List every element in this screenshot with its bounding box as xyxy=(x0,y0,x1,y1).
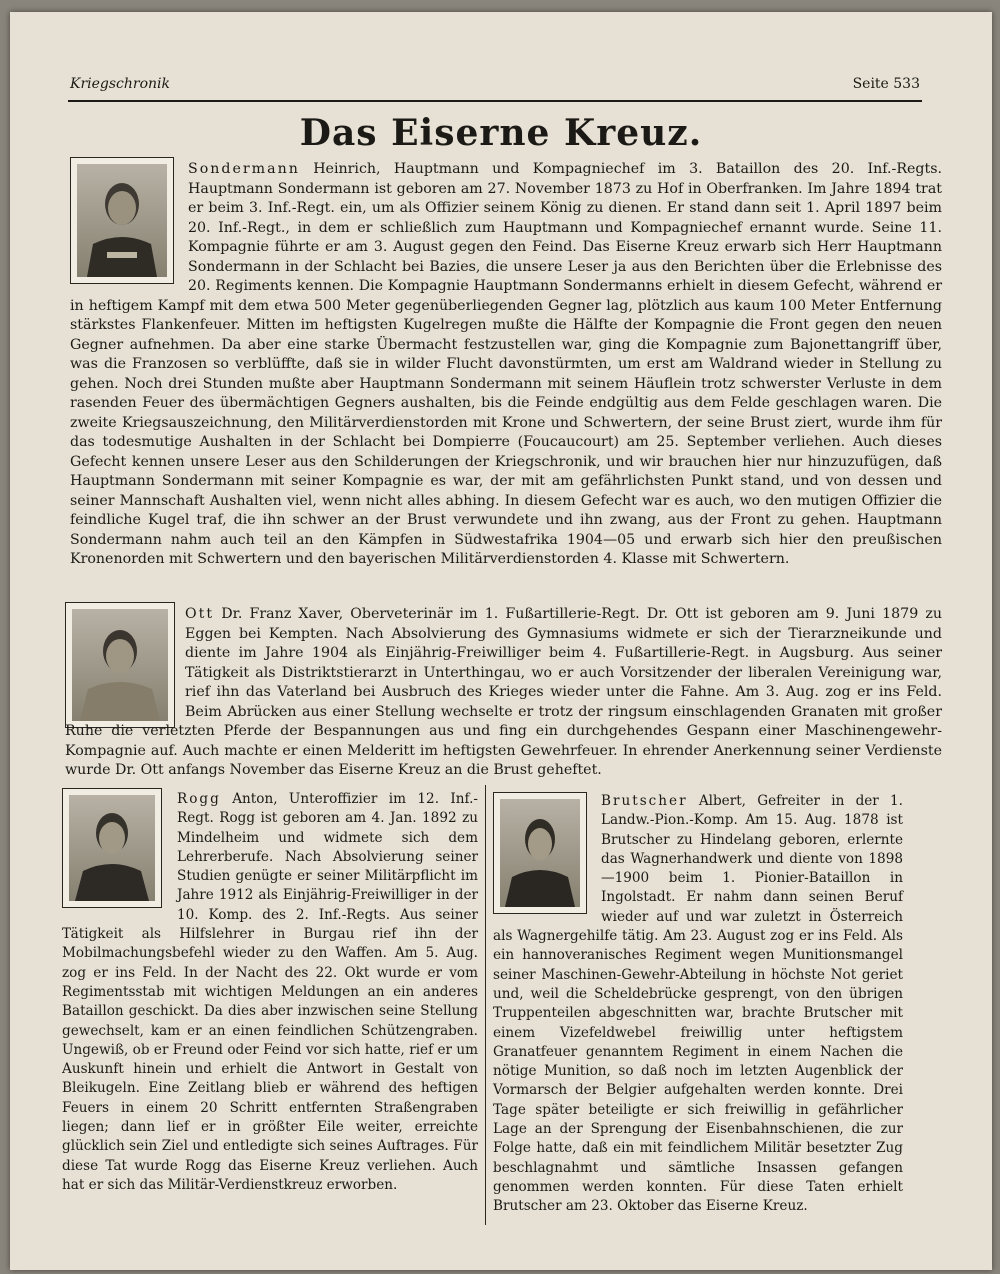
entry-name: Sondermann xyxy=(188,161,300,177)
entry-name: Ott xyxy=(185,606,215,622)
running-header xyxy=(68,72,922,102)
column-divider xyxy=(485,785,486,1225)
entry-brutscher xyxy=(493,792,903,1217)
entry-text: Albert, Gefreiter in der 1. Landw.-Pion.-Komp. Am 15. Aug. 1878 ist Brutscher zu Hindelang geboren, erlernte das Wagnerhandwerk und diente von 1898—1900 beim 1. Pionier-Bataillon in Ingolstadt. Er nahm dann seinen Beruf wieder auf und war zuletzt in Österreich als Wagnergehilfe tätig. Am 23. August zog er ins Feld. Als ein hannoveranisches Regiment wegen Munitionsmangel seiner Maschinen-Gewehr-Abteilung in höchste Not geriet und, weil die Scheldebrücke gesprengt, von den übrigen Truppenteilen abgeschnitten war, brachte Brutscher mit einem Vizefeldwebel freiwillig unter heftigstem Granatfeuer genanntem Regiment in einem Nachen die nötige Munition, so daß noch im letzten Augenblick der Vormarsch der Belgier aufgehalten werden konnte. Drei Tage später beteiligte er sich freiwillig in gefährlicher Lage an der Sprengung der Eisenbahnschienen, die zur Folge hatte, daß ein mit feindlichem Militär besetzter Zug beschlagnahmt und sämtliche Insassen gefangen genommen werden konnten. Für diese Taten erhielt Brutscher am 23. Oktober das Eiserne Kreuz. xyxy=(493,793,903,1215)
entry-name: Brutscher xyxy=(601,793,688,809)
header-journal-title: Kriegschronik xyxy=(70,76,171,92)
entry-text: Heinrich, Hauptmann und Kompagniechef im 3. Bataillon des 20. Inf.-Regts. Hauptmann Sondermann ist geboren am 27. November 1873 zu Hof in Oberfranken. Im Jahre 1894 trat er beim 3. Inf.-Regt. ein, um als Offizier seinem König zu dienen. Er stand dann seit 1. April 1897 beim 20. Inf.-Regt., in dem er schließlich zum Hauptmann und Kompagniechef ernannt wurde. Seine 11. Kompagnie führte er am 3. August gegen den Feind. Das Eiserne Kreuz erwarb sich Herr Hauptmann Sondermann in der Schlacht bei Bazies, die unsere Leser ja aus den Berichten über die Erlebnisse des 20. Regiments kennen. Die Kompagnie Hauptmann Sondermanns erhielt in diesem Gefecht, während er in heftigem Kampf mit dem etwa 500 Meter gegenüberliegenden Gegner lag, plötzlich aus kaum 100 Meter Entfernung stärkstes Flankenfeuer. Mitten im heftigsten Kugelregen mußte die Hälfte der Kompagnie die Front gegen den neuen Gegner aufnehmen. Da aber eine starke Übermacht festzustellen war, ging die Kompagnie zum Bajonettangriff über, was die Franzosen so verblüffte, daß sie in wilder Flucht davonstürmten, um erst am Waldrand wieder in Stellung zu gehen. Noch drei Stunden mußte aber Hauptmann Sondermann mit seinem Häuflein trotz schwerster Verluste in dem rasenden Feuer des übermächtigen Gegners aushalten, bis die Feinde endgültig aus dem Felde geschlagen waren. Die zweite Kriegsauszeichnung, den Militärverdienstorden mit Krone und Schwertern, der seine Brust ziert, wurde ihm für das todesmutige Aushalten in der Schlacht bei Dompierre (Foucaucourt) am 25. September verliehen. Auch dieses Gefecht kennen unsere Leser aus den Schilderungen der Kriegschronik, und wir brauchen hier nur hinzuzufügen, daß Hauptmann Sondermann mit seiner Kompagnie es war, der mit am gefährlichsten Punkt stand, und von dessen und seiner Mannschaft Aushalten viel, wenn nicht alles abhing. In diesem Gefecht war es auch, wo den mutigen Offizier die feindliche Kugel traf, die ihn schwer an der Brust verwundete und ihn zwang, aus der Front zu gehen. Hauptmann Sondermann nahm auch teil an den Kämpfen in Südwestafrika 1904—05 und erwarb sich hier den preußischen Kronenorden mit Schwertern und den bayerischen Militärverdienstorden 4. Klasse mit Schwertern. xyxy=(70,161,942,567)
entry-text: Anton, Unteroffizier im 12. Inf.-Regt. Rogg ist geboren am 4. Jan. 1892 zu Mindelheim und widmete sich dem Lehrerberufe. Nach Absolvierung seiner Studien genügte er seiner Militärpflicht im Jahre 1912 als Einjährig-Freiwilliger in der 10. Komp. des 2. Inf.-Regts. Aus seiner Tätigkeit als Hilfslehrer in Burgau rief ihn der Mobilmachungsbefehl wieder zu den Waffen. Am 5. Aug. zog er ins Feld. In der Nacht des 22. Okt wurde er vom Regimentsstab mit wichtigen Meldungen an ein anderes Bataillon geschickt. Da dies aber inzwischen seine Stellung gewechselt, kam er an einen feindlichen Schützengraben. Ungewiß, ob er Freund oder Feind vor sich hatte, rief er um Auskunft hinein und erhielt die Antwort in Gestalt von Bleikugeln. Eine Zeitlang blieb er während des heftigen Feuers in einem 20 Schritt entfernten Straßengraben liegen; dann lief er in größter Eile weiter, erreichte glücklich sein Ziel und entledigte sich seines Auftrages. Für diese Tat wurde Rogg das Eiserne Kreuz verliehen. Auch hat er sich das Militär-Verdienstkreuz erworben. xyxy=(62,791,479,1193)
entry-sondermann xyxy=(70,160,942,570)
entry-name: Rogg xyxy=(177,791,221,807)
entry-ott xyxy=(65,605,942,781)
header-page-number: Seite 533 xyxy=(852,76,920,92)
entry-rogg xyxy=(62,790,478,1195)
entry-text: Dr. Franz Xaver, Oberveterinär im 1. Fußartillerie-Regt. Dr. Ott ist geboren am 9. Juni 1879 zu Eggen bei Kempten. Nach Absolvierung des Gymnasiums widmete er sich der Tierarzneikunde und diente im Jahre 1904 als Einjährig-Freiwilliger beim 4. Fußartillerie-Regt. in Augsburg. Aus seiner Tätigkeit als Distriktstierarzt in Unterthingau, wo er auch Vorsitzender der liberalen Vereinigung war, rief ihn das Vaterland bei Ausbruch des Krieges wieder unter die Fahne. Am 3. Aug. zog er ins Feld. Beim Abrücken aus einer Stellung wechselte er trotz der ringsum einschlagenden Granaten mit großer Ruhe die verletzten Pferde der Bespannungen aus und fing ein durchgehendes Gespann einer Maschinengewehr-Kompagnie auf. Auch machte er einen Melderitt im heftigsten Gewehrfeuer. In ehrender Anerkennung seiner Verdienste wurde Dr. Ott anfangs November das Eiserne Kreuz an die Brust geheftet. xyxy=(65,606,943,778)
page xyxy=(10,12,992,1270)
page-title: Das Eiserne Kreuz. xyxy=(299,112,703,154)
